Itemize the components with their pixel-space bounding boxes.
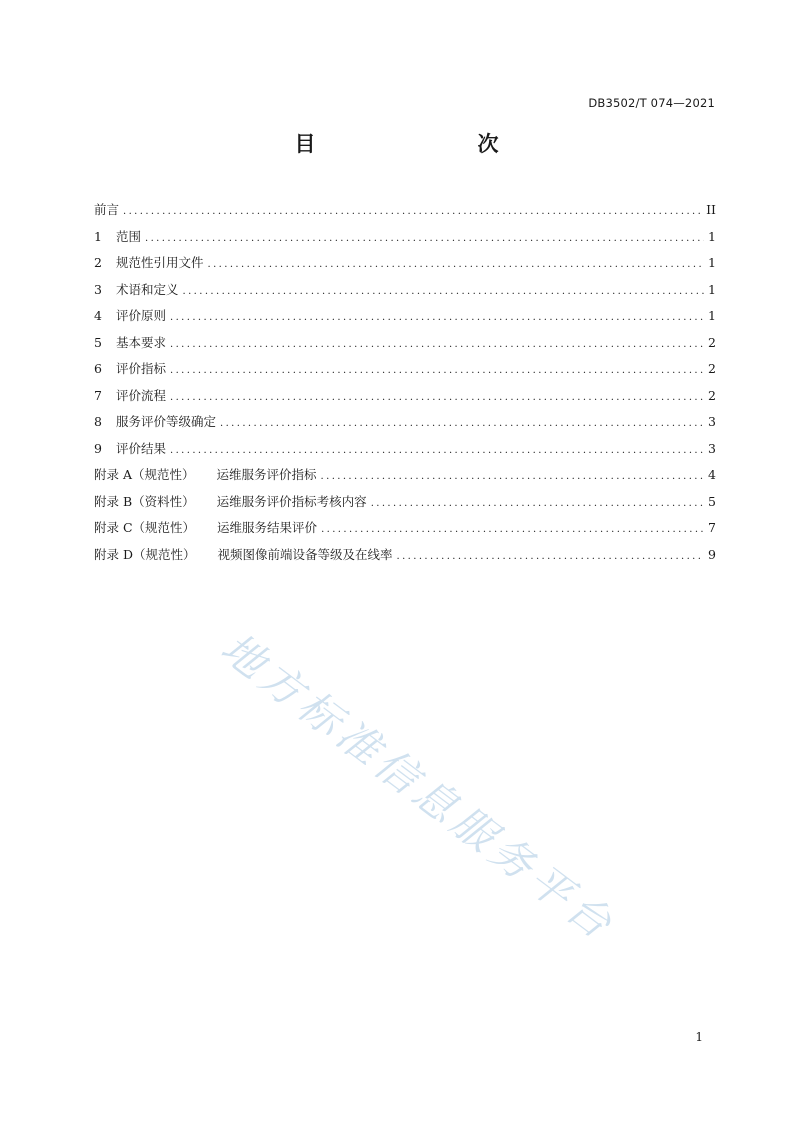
toc-entry-leader-dots xyxy=(145,229,704,249)
toc-entry[interactable] xyxy=(94,306,716,333)
toc-entry-number: 7 xyxy=(94,387,102,403)
toc-entry[interactable] xyxy=(94,465,716,492)
toc-entry[interactable] xyxy=(94,359,716,386)
toc-entry-leader-dots xyxy=(371,494,704,514)
toc-entry[interactable] xyxy=(94,518,716,545)
toc-entry[interactable] xyxy=(94,200,716,227)
toc-entry[interactable] xyxy=(94,333,716,360)
toc-entry-page: 5 xyxy=(708,493,716,509)
page-title: 目 次 xyxy=(294,132,539,156)
toc-entry-number: 9 xyxy=(94,440,102,456)
toc-entry-appendix-label: 附录 C（规范性） xyxy=(94,520,196,535)
toc-entry-leader-dots xyxy=(170,308,704,328)
toc-entry-leader-dots xyxy=(208,255,704,275)
toc-entry-page: 2 xyxy=(708,334,716,350)
toc-entry-title: 评价流程 xyxy=(116,387,167,403)
watermark: 地方标准信息服务平台 xyxy=(212,622,625,952)
toc-entry-number: 4 xyxy=(94,308,102,323)
toc-entry-number: 6 xyxy=(94,361,102,376)
toc-entry-page: 7 xyxy=(708,520,716,535)
toc-entry-page: 1 xyxy=(708,281,716,297)
toc-entry-page: II xyxy=(706,202,716,217)
standard-code: DB3502/T 074—2021 xyxy=(588,96,715,110)
toc-entry-page: 2 xyxy=(708,361,716,376)
toc-entry-number: 1 xyxy=(94,228,102,244)
toc-entry-page: 3 xyxy=(708,414,716,429)
toc-entry-title: 基本要求 xyxy=(116,334,167,350)
toc-entry-title: 视频图像前端设备等级及在线率 xyxy=(217,546,393,562)
toc-entry-appendix-label: 附录 D（规范性） xyxy=(94,546,196,562)
table-of-contents xyxy=(94,200,716,571)
toc-entry[interactable] xyxy=(94,386,716,413)
toc-entry-leader-dots xyxy=(220,414,704,434)
toc-entry[interactable] xyxy=(94,253,716,280)
toc-entry-number: 3 xyxy=(94,281,102,297)
toc-entry-number: 2 xyxy=(94,255,102,270)
toc-entry-leader-dots xyxy=(170,441,704,461)
page-number: 1 xyxy=(695,1030,703,1044)
toc-entry-page: 2 xyxy=(708,387,716,403)
toc-entry-title: 评价结果 xyxy=(116,440,167,456)
toc-entry-leader-dots xyxy=(321,520,704,540)
toc-entry-title: 评价指标 xyxy=(116,361,167,376)
toc-entry-page: 9 xyxy=(708,546,716,562)
toc-entry-number: 5 xyxy=(94,334,102,350)
toc-entry-title: 前言 xyxy=(94,202,120,217)
toc-entry-number: 8 xyxy=(94,414,102,429)
toc-entry-appendix-label: 附录 B（资料性） xyxy=(94,493,195,509)
toc-entry-title: 术语和定义 xyxy=(116,281,179,297)
toc-entry-appendix-label: 附录 A（规范性） xyxy=(94,467,195,482)
toc-entry-title: 运维服务评价指标考核内容 xyxy=(216,493,367,509)
toc-entry[interactable] xyxy=(94,545,716,572)
toc-entry[interactable] xyxy=(94,439,716,466)
toc-entry-page: 1 xyxy=(708,308,716,323)
toc-entry-title: 运维服务结果评价 xyxy=(217,520,318,535)
toc-entry-page: 1 xyxy=(708,228,716,244)
toc-entry-title: 规范性引用文件 xyxy=(116,255,204,270)
toc-entry-leader-dots xyxy=(321,467,704,487)
toc-entry-title: 范围 xyxy=(116,228,142,244)
toc-entry-leader-dots xyxy=(397,547,704,567)
toc-entry-leader-dots xyxy=(170,335,704,355)
toc-entry-page: 1 xyxy=(708,255,716,270)
toc-entry[interactable] xyxy=(94,412,716,439)
toc-entry-title: 运维服务评价指标 xyxy=(216,467,317,482)
toc-entry-leader-dots xyxy=(170,388,704,408)
toc-entry-leader-dots xyxy=(123,202,702,222)
toc-entry-page: 4 xyxy=(708,467,716,482)
toc-entry-title: 服务评价等级确定 xyxy=(116,414,217,429)
toc-entry[interactable] xyxy=(94,280,716,307)
toc-entry-page: 3 xyxy=(708,440,716,456)
toc-entry[interactable] xyxy=(94,227,716,254)
toc-entry-leader-dots xyxy=(170,361,704,381)
toc-entry-leader-dots xyxy=(183,282,704,302)
toc-entry[interactable] xyxy=(94,492,716,519)
toc-entry-title: 评价原则 xyxy=(116,308,167,323)
